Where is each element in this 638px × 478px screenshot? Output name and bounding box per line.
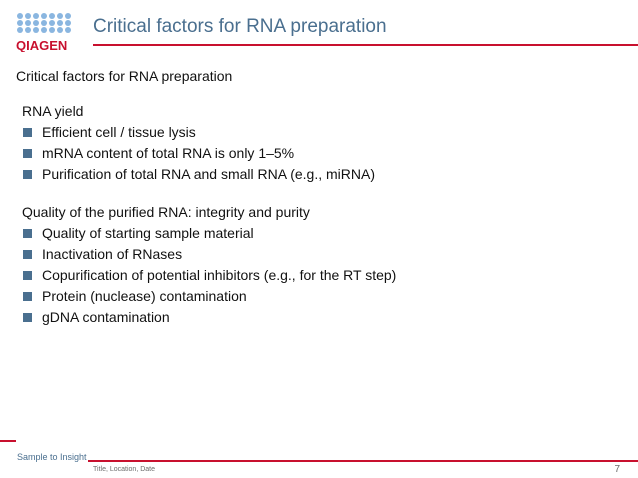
logo-dot <box>49 20 55 26</box>
logo-dot <box>57 13 63 19</box>
logo-text: QIAGEN <box>16 38 68 52</box>
page-title: Critical factors for RNA preparation <box>93 16 387 37</box>
logo-dot <box>41 13 47 19</box>
bullet-square-icon <box>23 229 32 238</box>
logo-dot <box>49 13 55 19</box>
footer-tagline: Sample to Insight <box>17 452 87 462</box>
logo-dot <box>17 27 23 33</box>
bullet-item <box>22 286 622 307</box>
bullet-text: mRNA content of total RNA is only 1–5% <box>42 145 295 161</box>
section-rna-yield <box>22 101 622 185</box>
footer-accent-rule <box>0 440 16 442</box>
bullet-square-icon <box>23 149 32 158</box>
logo-dot <box>65 20 71 26</box>
footer-info: Title, Location, Date <box>93 466 155 473</box>
logo-dot <box>49 27 55 33</box>
logo-dot <box>25 20 31 26</box>
bullet-item <box>22 164 622 185</box>
bullet-item <box>22 307 622 328</box>
title-divider <box>93 44 638 46</box>
section-rna-quality <box>22 202 622 328</box>
bullet-square-icon <box>23 128 32 137</box>
bullet-text: gDNA contamination <box>42 309 170 325</box>
bullet-square-icon <box>23 271 32 280</box>
logo-dot <box>41 20 47 26</box>
logo-dot <box>57 20 63 26</box>
section-heading: Quality of the purified RNA: integrity and purity <box>22 204 310 220</box>
bullet-item <box>22 143 622 164</box>
logo-dot <box>41 27 47 33</box>
slide-subtitle: Critical factors for RNA preparation <box>16 68 233 84</box>
bullet-text: Efficient cell / tissue lysis <box>42 124 196 140</box>
footer-divider <box>88 460 638 462</box>
logo-dot <box>33 20 39 26</box>
bullet-item <box>22 244 622 265</box>
bullet-square-icon <box>23 292 32 301</box>
logo-dot <box>25 27 31 33</box>
slide-content <box>22 101 622 328</box>
bullet-text: Copurification of potential inhibitors (e.g., for the RT step) <box>42 267 397 283</box>
bullet-text: Purification of total RNA and small RNA (e.g., miRNA) <box>42 166 376 182</box>
logo-dot <box>57 27 63 33</box>
logo-dot <box>33 13 39 19</box>
logo-dot <box>33 27 39 33</box>
logo-dot <box>65 27 71 33</box>
logo-dot <box>17 20 23 26</box>
bullet-text: Protein (nuclease) contamination <box>42 288 247 304</box>
qiagen-logo <box>14 12 78 52</box>
bullet-square-icon <box>23 170 32 179</box>
bullet-text: Quality of starting sample material <box>42 225 254 241</box>
bullet-text: Inactivation of RNases <box>42 246 183 262</box>
logo-dot <box>65 13 71 19</box>
bullet-square-icon <box>23 250 32 259</box>
logo-dot <box>17 13 23 19</box>
logo-dots <box>14 12 78 52</box>
bullet-item <box>22 223 622 244</box>
bullet-item <box>22 122 622 143</box>
bullet-item <box>22 265 622 286</box>
page-number: 7 <box>614 464 620 475</box>
logo-dot <box>25 13 31 19</box>
section-heading: RNA yield <box>22 103 84 119</box>
bullet-square-icon <box>23 313 32 322</box>
